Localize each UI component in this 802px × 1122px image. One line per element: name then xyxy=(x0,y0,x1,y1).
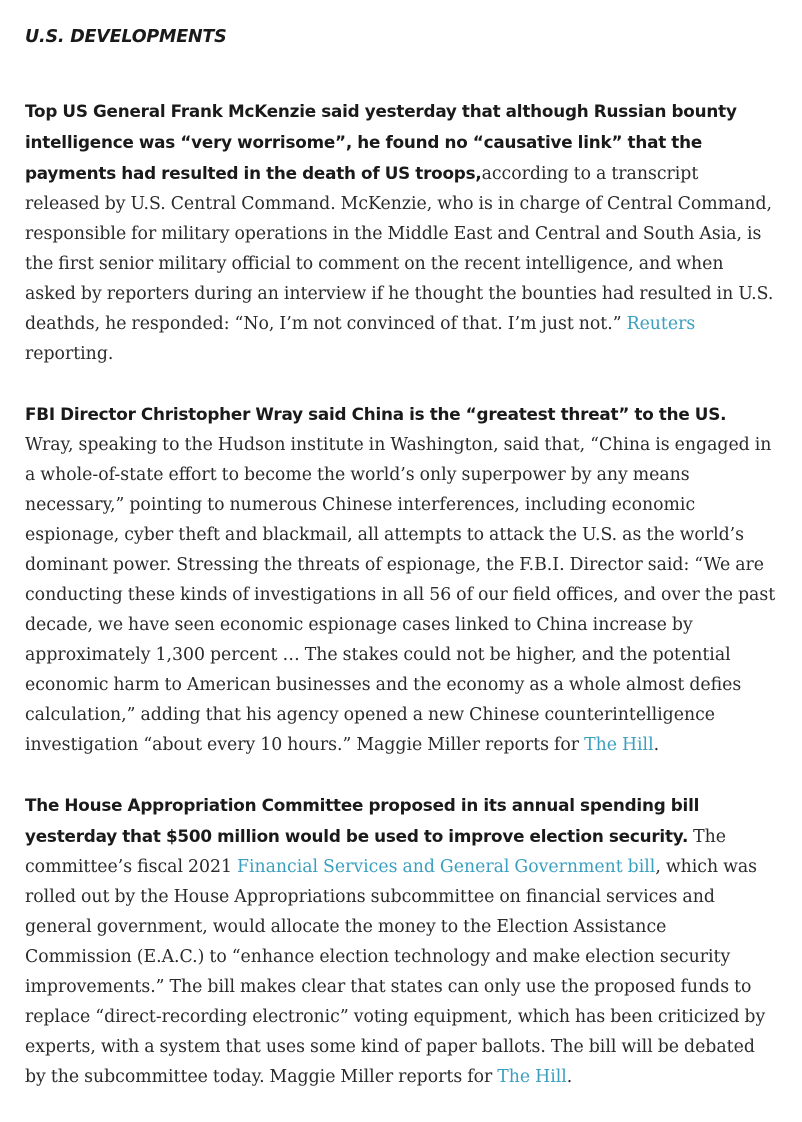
story-body-end: reporting. xyxy=(25,344,114,364)
story-body-end: . xyxy=(566,1067,573,1087)
story-wray xyxy=(25,399,777,760)
story-paragraph xyxy=(25,399,777,760)
story-body: The committee’s fiscal 2021 xyxy=(25,827,727,877)
story-paragraph xyxy=(25,790,777,1092)
story-body-middle: , which was rolled out by the House Appropriations subcommittee on financial services and general government, would allocate the money to the Election Assistance Commission (E.A.C.) to “enhance election technology and make election security improvements.” The bill makes clear that states can only use the proposed funds to replace “direct-recording electronic” voting equipment, which has been criticized by experts, with a system that uses some kind of paper ballots. The bill will be debated by the subcommittee today. Maggie Miller reports for xyxy=(25,857,766,1087)
story-appropriations xyxy=(25,790,777,1092)
newsletter-page xyxy=(25,22,777,1122)
story-mckenzie xyxy=(25,96,777,369)
story-body: according to a transcript released by U.S. Central Command. McKenzie, who is in charge of Central Command, responsible for military operations in the Middle East and Central and South Asia, is the first senior military official to comment on the recent intelligence, and when asked by reporters during an interview if he thought the bounties had resulted in U.S. deathds, he responded: “No, I’m not convinced of that. I’m just not.” xyxy=(25,164,774,334)
story-body: Wray, speaking to the Hudson institute in Washington, said that, “China is engaged in a whole-of-state effort to become the world’s only superpower by any means necessary,” pointing to numerous Chinese interferences, including economic espionage, cyber theft and blackmail, all attempts to attack the U.S. as the world’s dominant power. Stressing the threats of espionage, the F.B.I. Director said: “We are conducting these kinds of investigations in all 56 of our field offices, and over the past decade, we have seen economic espionage cases linked to China increase by approximately 1,300 percent … The stakes could not be higher, and the potential economic harm to American businesses and the economy as a whole almost defies calculation,” adding that his agency opened a new Chinese counterintelligence investigation “about every 10 hours.” Maggie Miller reports for xyxy=(25,435,776,755)
story-lead: Top US General Frank McKenzie said yesterday that although Russian bounty intelligence was “very worrisome”, he found no “causative link” that the payments had resulted in the death of US troops, xyxy=(25,101,737,183)
source-link-reuters[interactable]: Reuters xyxy=(626,314,696,334)
story-paragraph xyxy=(25,96,777,369)
source-link-the-hill[interactable]: The Hill xyxy=(497,1067,567,1087)
bill-link[interactable]: Financial Services and General Government bill xyxy=(236,857,656,877)
story-lead: FBI Director Christopher Wray said China is the “greatest threat” to the US. xyxy=(25,404,727,424)
section-heading: U.S. DEVELOPMENTS xyxy=(25,27,227,47)
source-link-the-hill[interactable]: The Hill xyxy=(584,735,654,755)
story-body-end: . xyxy=(653,735,660,755)
story-lead: The House Appropriation Committee proposed in its annual spending bill yesterday that $500 million would be used to improve election security. xyxy=(25,795,700,846)
